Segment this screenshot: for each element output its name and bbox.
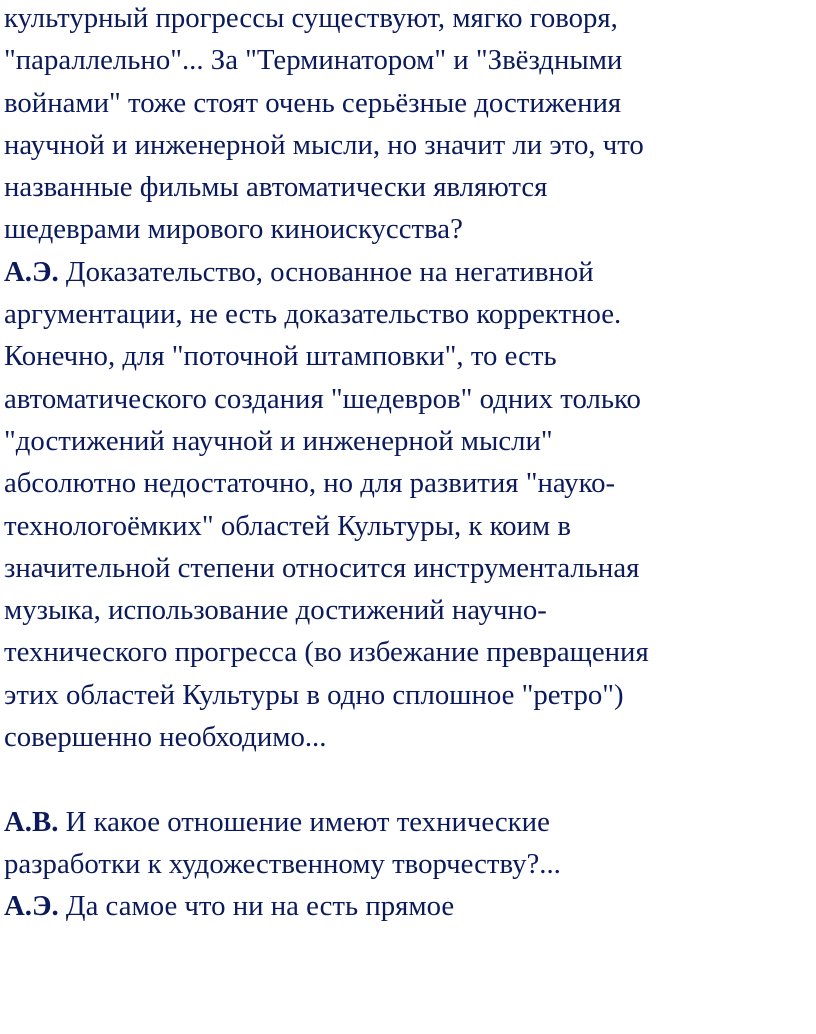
text-line: аргументации, не есть доказательство корректное. bbox=[4, 298, 622, 331]
text-line: технического прогресса (во избежание превращения bbox=[4, 636, 649, 669]
text-line: названные фильмы автоматически являются bbox=[4, 171, 548, 204]
text-line: "параллельно"... За "Терминатором" и "Звёздными bbox=[4, 44, 623, 77]
dialogue-line bbox=[4, 801, 812, 843]
paragraph-gap bbox=[4, 758, 812, 800]
text-line: разработки к художественному творчеству?... bbox=[4, 847, 561, 880]
text-line: научной и инженерной мысли, но значит ли это, что bbox=[4, 128, 644, 161]
text-line: культурный прогрессы существуют, мягко говоря, bbox=[4, 2, 618, 34]
text-line: значительной степени относится инструментальная bbox=[4, 551, 640, 584]
text-line: шедеврами мирового киноискусства? bbox=[4, 213, 463, 246]
text-line: этих областей Культуры в одно сплошное "ретро") bbox=[4, 678, 624, 711]
dialogue-text: И какое отношение имеют технические bbox=[58, 805, 550, 838]
text-line: абсолютно недостаточно, но для развития "науко- bbox=[4, 467, 616, 500]
text-line: Конечно, для "поточной штамповки", то есть bbox=[4, 340, 557, 373]
speaker-label: А.Э. bbox=[4, 255, 59, 288]
text-line: автоматического создания "шедевров" одних только bbox=[4, 382, 641, 415]
text-line: музыка, использование достижений научно- bbox=[4, 594, 547, 627]
dialogue-line bbox=[4, 885, 812, 927]
text-line: "достижений научной и инженерной мысли" bbox=[4, 424, 553, 457]
text-line: технологоёмких" областей Культуры, к коим в bbox=[4, 509, 571, 542]
text-line: войнами" тоже стоят очень серьёзные достижения bbox=[4, 86, 622, 119]
speaker-label: А.Э. bbox=[4, 890, 59, 923]
dialogue-text: Да самое что ни на есть прямое bbox=[58, 890, 455, 923]
text-line: совершенно необходимо... bbox=[4, 721, 327, 754]
speaker-label: А.В. bbox=[4, 805, 59, 838]
document-page bbox=[4, 0, 812, 928]
dialogue-line bbox=[4, 251, 812, 293]
dialogue-text: Доказательство, основанное на негативной bbox=[58, 255, 594, 288]
